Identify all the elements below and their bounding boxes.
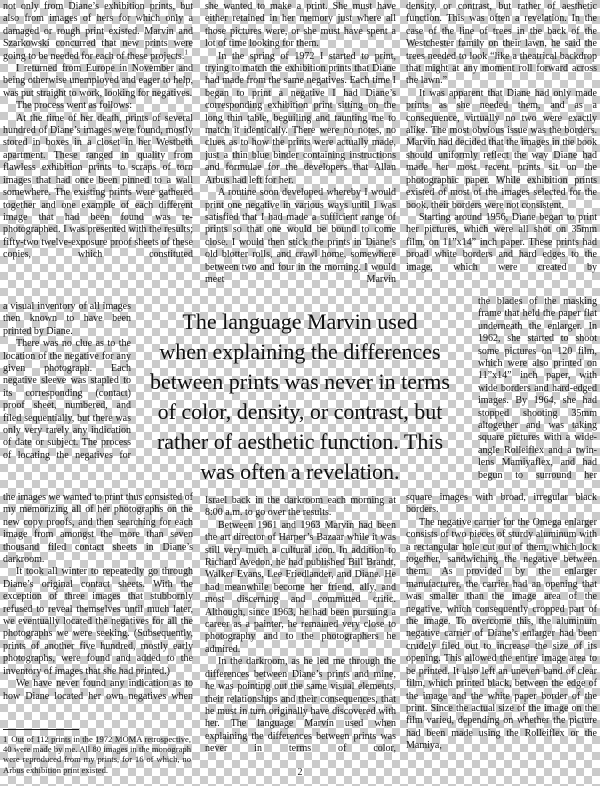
paragraph: It took all winter to repeatedly go through Diane’s original contact sheets. With the exception of three images that stubbornly refused to reveal themselves until much later, we eventually located the negatives for all the photographs we were seeking. (Subsequently, prints of another five hundred, mostly early photographs, were found and added to the inventory of images that she had printed.) bbox=[3, 566, 193, 677]
pull-quote-line: between prints was never in terms bbox=[150, 369, 450, 394]
paragraph: We have never found any indication as to how Diane located her own negatives when bbox=[3, 678, 193, 702]
paragraph: The process went as follows: bbox=[16, 100, 133, 112]
pull-quote-line: The language Marvin used bbox=[182, 309, 418, 334]
paragraph: the images we wanted to print thus consisted of my memorizing all of her photographs on the new copy proofs, and then searching for each image from amongst the more than seven thousand filed contact sheets in Diane’s darkroom. bbox=[3, 492, 193, 566]
column-3-narrow bbox=[478, 296, 597, 492]
paragraph: square images with broad, irregular black borders. bbox=[406, 492, 597, 516]
column-1-lower bbox=[3, 492, 193, 730]
footnote-divider bbox=[3, 729, 79, 730]
paragraph: not only from Diane’s exhibition prints, but also from images of hers for which only a damaged or rough print existed. Marvin and Szarkowski concurred that new prints were going to be needed for each of these projects.$^1$ bbox=[3, 1, 193, 62]
paragraph: Between 1961 and 1963 Marvin had been the art director of Harper’s Bazaar while it was still very much a cultural icon. In addition to Richard Avedon, he had published Bill Brandt, Walker Evans, Lee Friedlander, and Diane. He had meanwhile become her friend, ally, and most discerning and committed critic. Although, since 1963, he had been pursuing a career as a painter, he remained very close to photography and to the photographers he admired. bbox=[205, 519, 396, 655]
pull-quote-line: of color, density, or contrast, but bbox=[157, 399, 443, 424]
paragraph: In the spring of 1972 I started to print, trying to match the exhibition prints that Diane had made from the same negatives. Each time I began to print a negative I had Diane’s corresponding exhibition print sitting on the long thin table, beguiling and taunting me to match it identically. There were no notes, no clues as to how the prints were actually made, just a thin blue binder containing instructions and formulae for the developers that Allan Arbus had left for her. bbox=[205, 50, 396, 186]
column-2-lower bbox=[205, 495, 396, 758]
pull-quote bbox=[108, 307, 492, 493]
paragraph: It was apparent that Diane had only made prints as she needed them, and as a consequence, virtually no two were exactly alike. The most obvious issue was the borders. Marvin had decided that the images in the book should uniformly reflect the way Diane had made her most recent prints sit on the photographic paper. While exhibition prints existed of most of the images selected for the book, their borders were not consistent. bbox=[406, 87, 597, 211]
paragraph: Israel back in the darkroom each morning at 8:00 a.m. to go over the results. bbox=[205, 495, 396, 519]
paragraph: Starting around 1956, Diane began to print her pictures, which were all shot on 35mm film, on 11”x14” inch paper. These prints had broad white borders and hard edges to the image, which were created by bbox=[406, 211, 597, 273]
paragraph: she wanted to make a print. She must have either retained in her memory just where all those pictures were, or she must have spent a lot of time looking for them. bbox=[205, 1, 396, 50]
paragraph: In the darkroom, as he led me through the differences between Diane’s prints and mine, he was pointing out the same visual elements, their relationships and their consequences, that he must in turn originally have discovered with her. The language Marvin used when explaining the differences between prints was never in terms of color, bbox=[205, 656, 396, 755]
column-2-upper bbox=[205, 1, 396, 293]
pull-quote-line: when explaining the differences bbox=[159, 339, 441, 364]
paragraph: At the time of her death, prints of several hundred of Diane’s images were found, mostly stored in boxes in a closet in her Westbeth apartment. These ranged in quality from flawless exhibition prints to scraps of torn images that had once been pinned to a wall somewhere. The existing prints were gathered together and one example of each different image that had been found was re-photographed. I was presented with the results; fifty-two twelve-exposure proof sheets of these copies, which constituted bbox=[3, 112, 193, 261]
column-1-upper bbox=[3, 1, 193, 301]
paragraph: There was no clue as to the location of the negative for any given photograph. Each negative sleeve was stapled to its corresponding (contact) proof sheet, numbered, and filed sequentially, but there was only very rarely any indication of date or subject. The process of locating the negatives for bbox=[3, 338, 131, 461]
column-3-upper bbox=[406, 1, 597, 295]
paragraph: a visual inventory of all images then known to have been printed by Diane. bbox=[3, 301, 131, 337]
column-3-lower bbox=[406, 492, 597, 758]
paragraph: I returned from Europe in November and being otherwise unemployed and eager to help, was put straight to work, looking for negatives. bbox=[3, 63, 193, 99]
pull-quote-line: was often a revelation. bbox=[200, 459, 400, 484]
paragraph: A routine soon developed whereby I would print one negative in various ways until I was satisfied that I had made a sufficient range of prints so that one would be bound to come close. I would then stick the prints in Diane’s old blotter rolls, and crawl home, somewhere between two and four in the morning. I would meet Marvin bbox=[205, 187, 396, 285]
footnote-reference: 1 bbox=[184, 48, 188, 57]
page-number: 2 bbox=[297, 767, 303, 778]
paragraph: the blades of the masking frame that held the paper flat underneath the enlarger. In 1962, she started to shoot some pictures on 120 film, which were also printed on 11”x14” inch paper, with wide borders and hard-edged images. By 1964, she had stopped shooting 35mm altogether and was taking square pictures with a wide-angle Rolleiflex and a twin-lens Mamiyaflex, and had begun to surround her bbox=[478, 296, 597, 481]
paragraph: density, or contrast, but rather of aesthetic function. This was often a revelation. In the case of the line of trees in the back of the Westchester family on their lawn, he said the trees needed to look “like a theatrical backdrop that might at any moment roll forward across the lawn.” bbox=[406, 1, 597, 87]
pull-quote-line: rather of aesthetic function. This bbox=[156, 429, 444, 454]
paragraph: The negative carrier for the Omega enlarger consists of two pieces of sturdy aluminum with a rectangular hole cut out of them, which lock together, sandwiching the negative between them. As provided by the enlarger manufacturer, the carrier had an opening that was smaller than the image area of the negative, which consequently cropped part of the image. To overcome this, the aluminum negative carrier of Diane’s enlarger had been crudely filed out to increase the size of its opening. This allowed the entire image area to be printed. It also left an uneven band of clear film, which printed black, between the edge of the image and the white paper border of the print. Since the actual size of the image on the film varied, depending on whether the picture had been made using the Rolleiflex or the Mamiya, bbox=[406, 516, 597, 752]
footnote-marker: 1 bbox=[3, 734, 8, 744]
footnote-text: Out of 112 prints in the 1972 MOMA retrospective, 40 were made by me. All 80 images in the monograph were reproduced from my prints, for 16 of which, no Arbus exhibition print existed. bbox=[3, 734, 191, 775]
